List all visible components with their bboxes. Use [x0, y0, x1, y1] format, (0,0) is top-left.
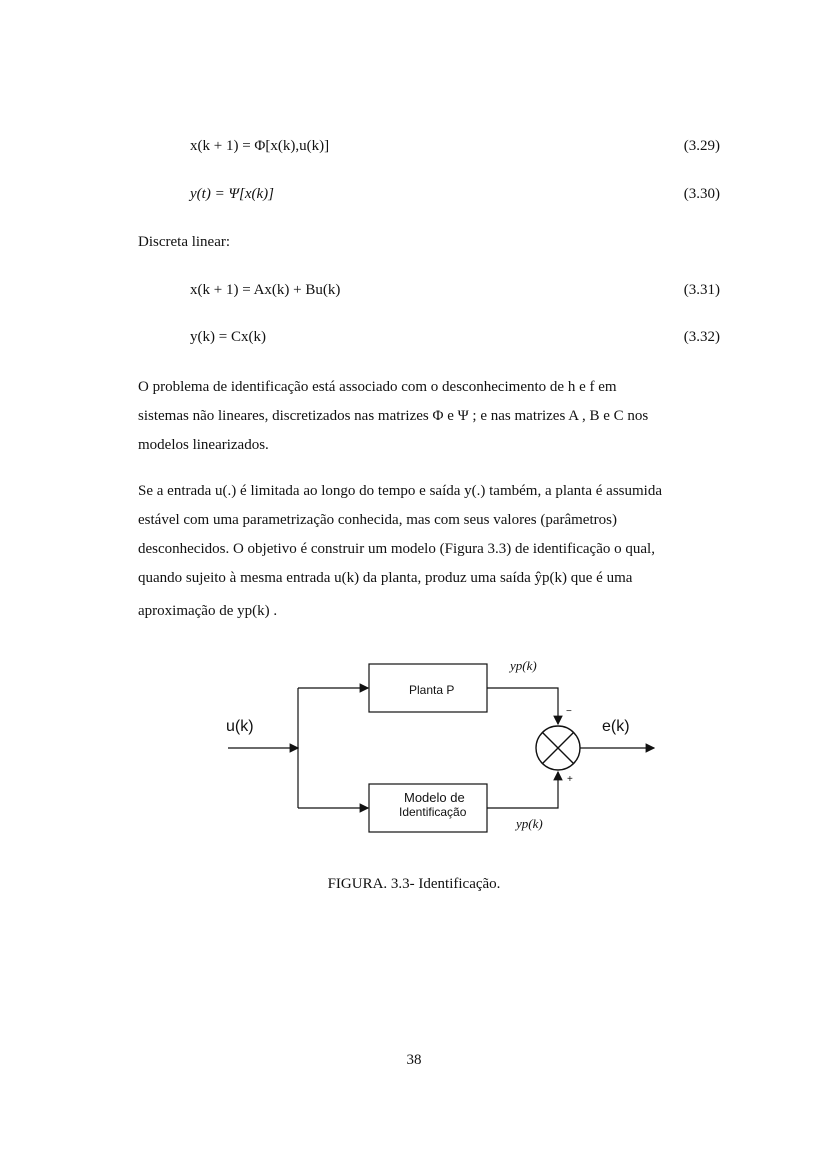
equation-expression: x(k + 1) = Φ[x(k),u(k)] — [190, 138, 330, 154]
equation-3-32 — [190, 329, 720, 353]
paragraph-line: O problema de identificação está associado com o desconhecimento de h e f em — [138, 379, 617, 395]
plant-output-label: yp(k) — [510, 658, 537, 673]
equation-3-29 — [190, 138, 720, 162]
equation-number: (3.29) — [683, 138, 720, 154]
equation-expression: y(k) = Cx(k) — [190, 329, 266, 345]
paragraph-identification-problem — [138, 373, 730, 460]
model-output-arrow — [487, 772, 558, 808]
equation-number: (3.30) — [683, 186, 720, 202]
page-number: 38 — [406, 1052, 422, 1068]
section-label: Discreta linear: — [138, 234, 231, 250]
input-label: u(k) — [226, 718, 254, 735]
plus-sign: + — [567, 774, 573, 785]
paragraph-line: desconhecidos. O objetivo é construir um modelo (Figura 3.3) de identificação o qual, — [138, 541, 655, 557]
paragraph-line: Se a entrada u(.) é limitada ao longo do tempo e saída y(.) também, a planta é assumida — [138, 483, 662, 499]
equation-number: (3.31) — [683, 282, 720, 298]
paragraph-line: modelos linearizados. — [138, 437, 269, 453]
equation-expression: y(t) = Ψ[x(k)] — [190, 186, 274, 202]
paragraph-line: aproximação de yp(k) . — [138, 603, 278, 619]
plant-label: Planta P — [409, 683, 455, 697]
paragraph-model-objective — [138, 477, 730, 626]
output-label: e(k) — [602, 718, 630, 735]
paragraph-line: sistemas não lineares, discretizados nas matrizes Φ e Ψ ; e nas matrizes A , B e C nos — [138, 408, 649, 424]
figure-caption: FIGURA. 3.3- Identificação. — [327, 876, 501, 892]
equation-3-30 — [190, 186, 720, 210]
minus-sign: − — [566, 706, 572, 717]
equation-expression: x(k + 1) = Ax(k) + Bu(k) — [190, 282, 341, 298]
diagram-lines — [218, 650, 668, 850]
plant-output-arrow — [487, 688, 558, 724]
model-label-line1: Modelo de — [404, 790, 465, 805]
model-output-label: yp(k) — [516, 816, 543, 831]
paragraph-line: quando sujeito à mesma entrada u(k) da planta, produz uma saída ŷp(k) que é uma — [138, 570, 633, 586]
identification-block-diagram — [218, 650, 668, 850]
model-label-line2: Identificação — [399, 805, 467, 819]
equation-number: (3.32) — [683, 329, 720, 345]
paragraph-line: estável com uma parametrização conhecida, mas com seus valores (parâmetros) — [138, 512, 617, 528]
equation-3-31 — [190, 282, 720, 306]
